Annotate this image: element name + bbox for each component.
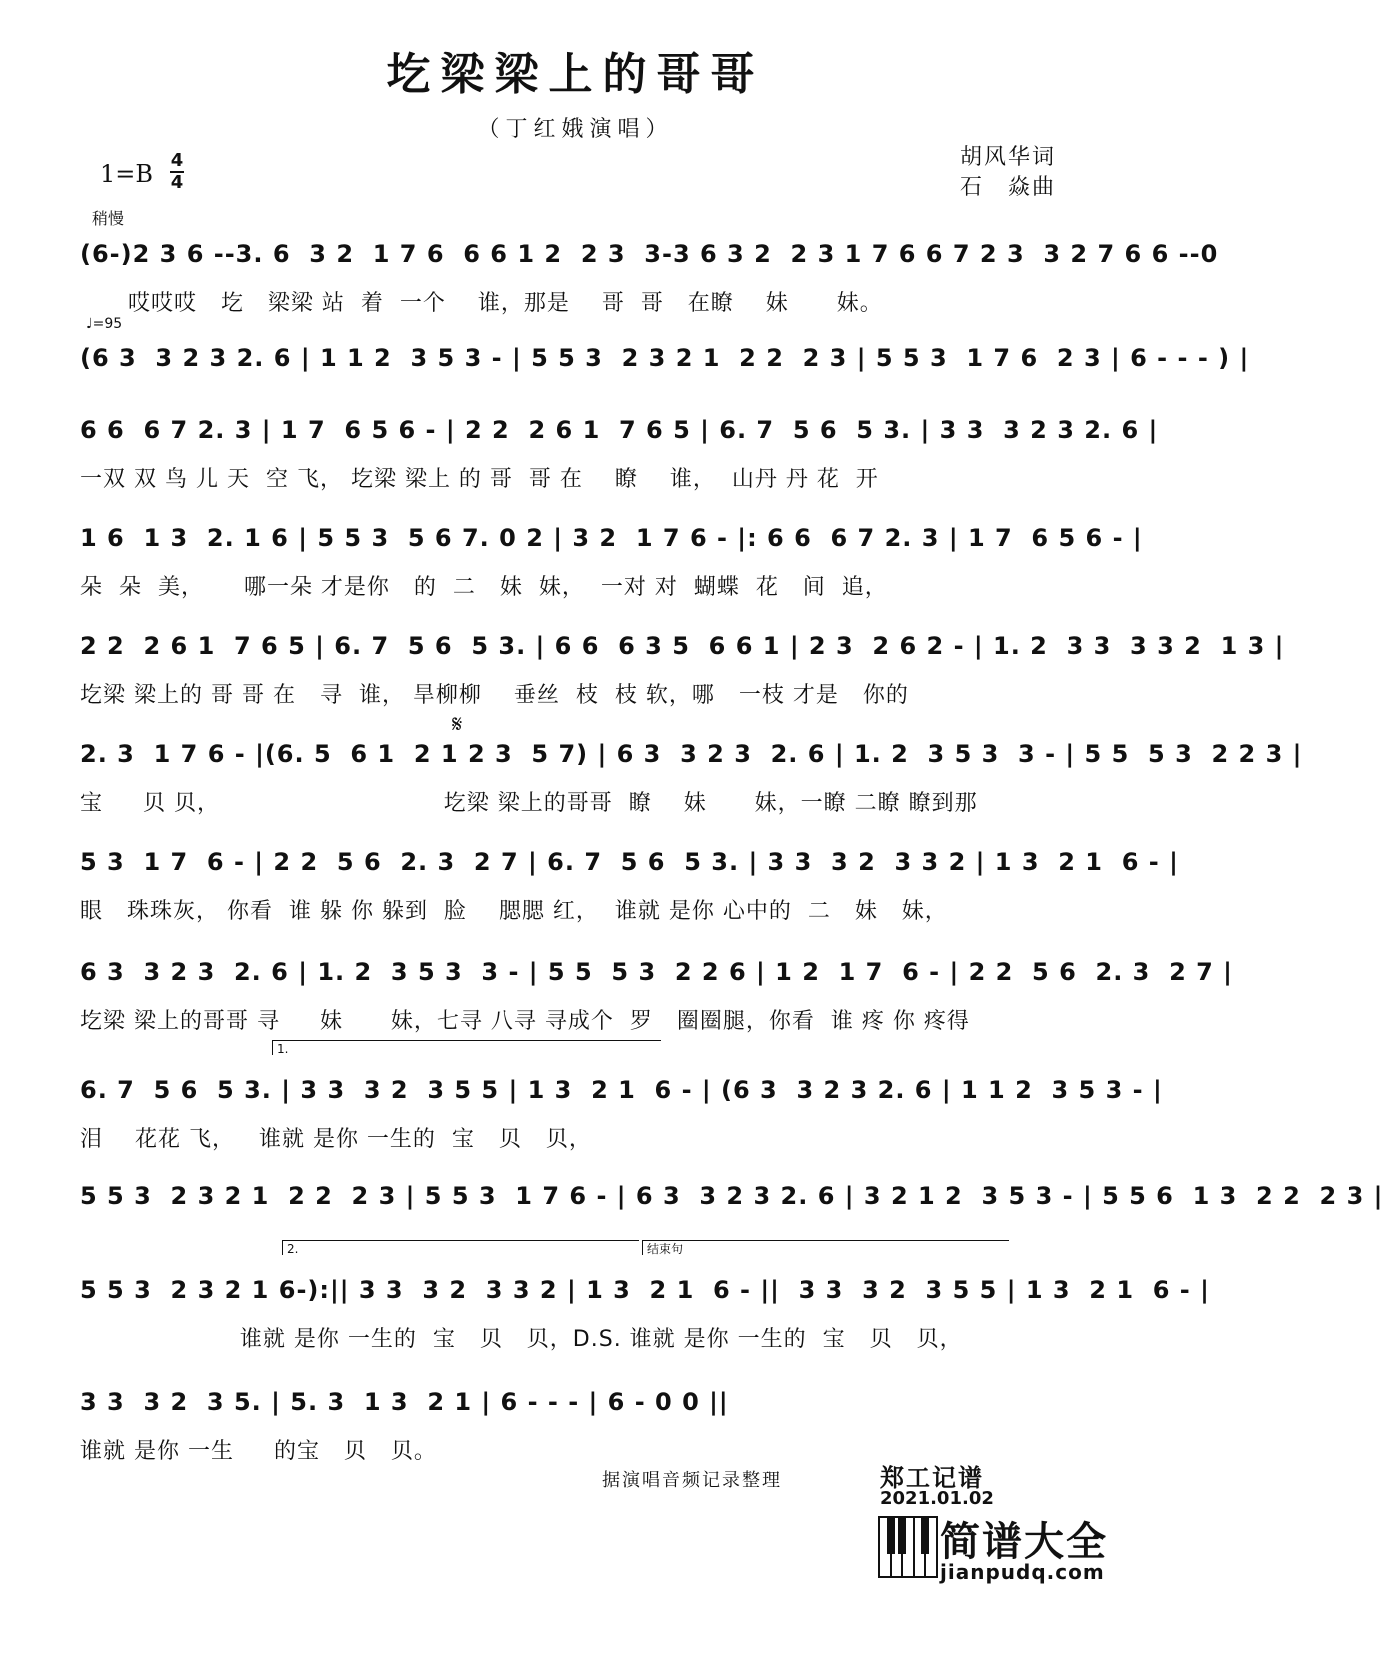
notation-line: 5 5 3 2 3 2 1 6-):|| 3 3 3 2 3 3 2 | 1 3 2 1 6 - || 3 3 3 2 3 5 5 | 1 3 2 1 6 - | [80, 1276, 1210, 1304]
notation-line: 6 6 6 7 2. 3 | 1 7 6 5 6 - | 2 2 2 6 1 7 6 5 | 6. 7 5 6 5 3. | 3 3 3 2 3 2. 6 | [80, 416, 1159, 444]
notation-line: 5 3 1 7 6 - | 2 2 5 6 2. 3 2 7 | 6. 7 5 6 5 3. | 3 3 3 2 3 3 2 | 1 3 2 1 6 - | [80, 848, 1179, 876]
lyrics-line: 谁就 是你 一生的 宝 贝 贝，D.S. 谁就 是你 一生的 宝 贝 贝， [80, 1327, 963, 1352]
lyrics-line: 泪 花花 飞， 谁就 是你 一生的 宝 贝 贝， [80, 1127, 592, 1152]
notation-line: 3 3 3 2 3 5. | 5. 3 1 3 2 1 | 6 - - - | 6 - 0 0 || [80, 1388, 729, 1416]
song-title: 圪梁梁上的哥哥 [386, 49, 765, 100]
lyrics-line: 朵 朵 美， 哪一朵 才是你 的 二 妹 妹， 一对 对 蝴蝶 花 间 追， [80, 575, 888, 600]
notation-line: (6-)2 3 6 --3. 6 3 2 1 7 6 6 6 1 2 2 3 3-3 6 3 2 2 3 1 7 6 6 7 2 3 3 2 7 6 6 --0 [80, 240, 1219, 268]
tempo-mark: ♩=95 [86, 316, 123, 332]
lyrics-line: 谁就 是你 一生 的宝 贝 贝。 [80, 1439, 437, 1464]
notation-line: (6 3 3 2 3 2. 6 | 1 1 2 3 5 3 - | 5 5 3 2 3 2 1 2 2 2 3 | 5 5 3 1 7 6 2 3 | 6 - - - ) | [80, 344, 1250, 372]
tempo-text: 稍慢 [92, 209, 125, 228]
lyricist-credit: 胡风华词 [959, 145, 1056, 170]
time-signature-top: 4 [170, 150, 184, 171]
notation-line: 2. 3 1 7 6 - |(6. 5 6 1 2 1 2 3 5 7) | 6 3 3 2 3 2. 6 | 1. 2 3 5 3 3 - | 5 5 5 3 2 2 3 | [80, 740, 1303, 768]
notation-line: 2 2 2 6 1 7 6 5 | 6. 7 5 6 5 3. | 6 6 6 3 5 6 6 1 | 2 3 2 6 2 - | 1. 2 3 3 3 3 2 1 3 | [80, 632, 1285, 660]
lyrics-line: 哎哎哎 圪 梁梁 站 着 一个 谁，那是 哥 哥 在瞭 妹 妹。 [80, 291, 883, 316]
volta-ending-phrase: 结束句 [642, 1240, 1009, 1255]
composer-credit: 石 焱曲 [959, 175, 1056, 200]
notation-line: 1 6 1 3 2. 1 6 | 5 5 3 5 6 7. 0 2 | 3 2 1 7 6 - |: 6 6 6 7 2. 3 | 1 7 6 5 6 - | [80, 524, 1143, 552]
volta-second-ending: 2. [282, 1240, 639, 1255]
notation-line: 6. 7 5 6 5 3. | 3 3 3 2 3 5 5 | 1 3 2 1 6 - | (6 3 3 2 3 2. 6 | 1 1 2 3 5 3 - | [80, 1076, 1163, 1104]
lyrics-line: 圪梁 梁上的 哥 哥 在 寻 谁， 旱柳柳 垂丝 枝 枝 软，哪 一枝 才是 你的 [80, 683, 909, 708]
lyrics-line: 圪梁 梁上的哥哥 寻 妹 妹，七寻 八寻 寻成个 罗 圈圈腿，你看 谁 疼 你 疼得 [80, 1009, 970, 1034]
transcription-date: 2021.01.02 [880, 1488, 994, 1509]
notation-line: 5 5 3 2 3 2 1 2 2 2 3 | 5 5 3 1 7 6 - | 6 3 3 2 3 2. 6 | 3 2 1 2 3 5 3 - | 5 5 6 1 3 2 2 2 3 | [80, 1182, 1383, 1210]
song-subtitle: （丁红娥演唱） [477, 117, 674, 142]
lyrics-line: 一双 双 鸟 儿 天 空 飞， 圪梁 梁上 的 哥 哥 在 瞭 谁， 山丹 丹 花 开 [80, 467, 879, 492]
volta-first-ending: 1. [272, 1040, 661, 1055]
source-note: 据演唱音频记录整理 [602, 1470, 782, 1491]
time-signature [170, 152, 184, 192]
time-signature-bottom: 4 [170, 172, 184, 193]
site-url: jianpudq.com [940, 1560, 1105, 1584]
piano-keys-icon [878, 1516, 938, 1578]
lyrics-line: 宝 贝 贝， 圪梁 梁上的哥哥 瞭 妹 妹，一瞭 二瞭 瞭到那 [80, 791, 978, 816]
key-signature: 1=B [100, 160, 154, 188]
site-name: 简谱大全 [940, 1519, 1108, 1565]
notation-line: 6 3 3 2 3 2. 6 | 1. 2 3 5 3 3 - | 5 5 5 3 2 2 6 | 1 2 1 7 6 - | 2 2 5 6 2. 3 2 7 | [80, 958, 1233, 986]
transcriber-stamp: 郑工记谱 [880, 1464, 984, 1492]
segno-sign: 𝄋 [452, 710, 463, 738]
site-logo [876, 1508, 1151, 1658]
lyrics-line: 眼 珠珠灰， 你看 谁 躲 你 躲到 脸 腮腮 红， 谁就 是你 心中的 二 妹 妹， [80, 899, 948, 924]
